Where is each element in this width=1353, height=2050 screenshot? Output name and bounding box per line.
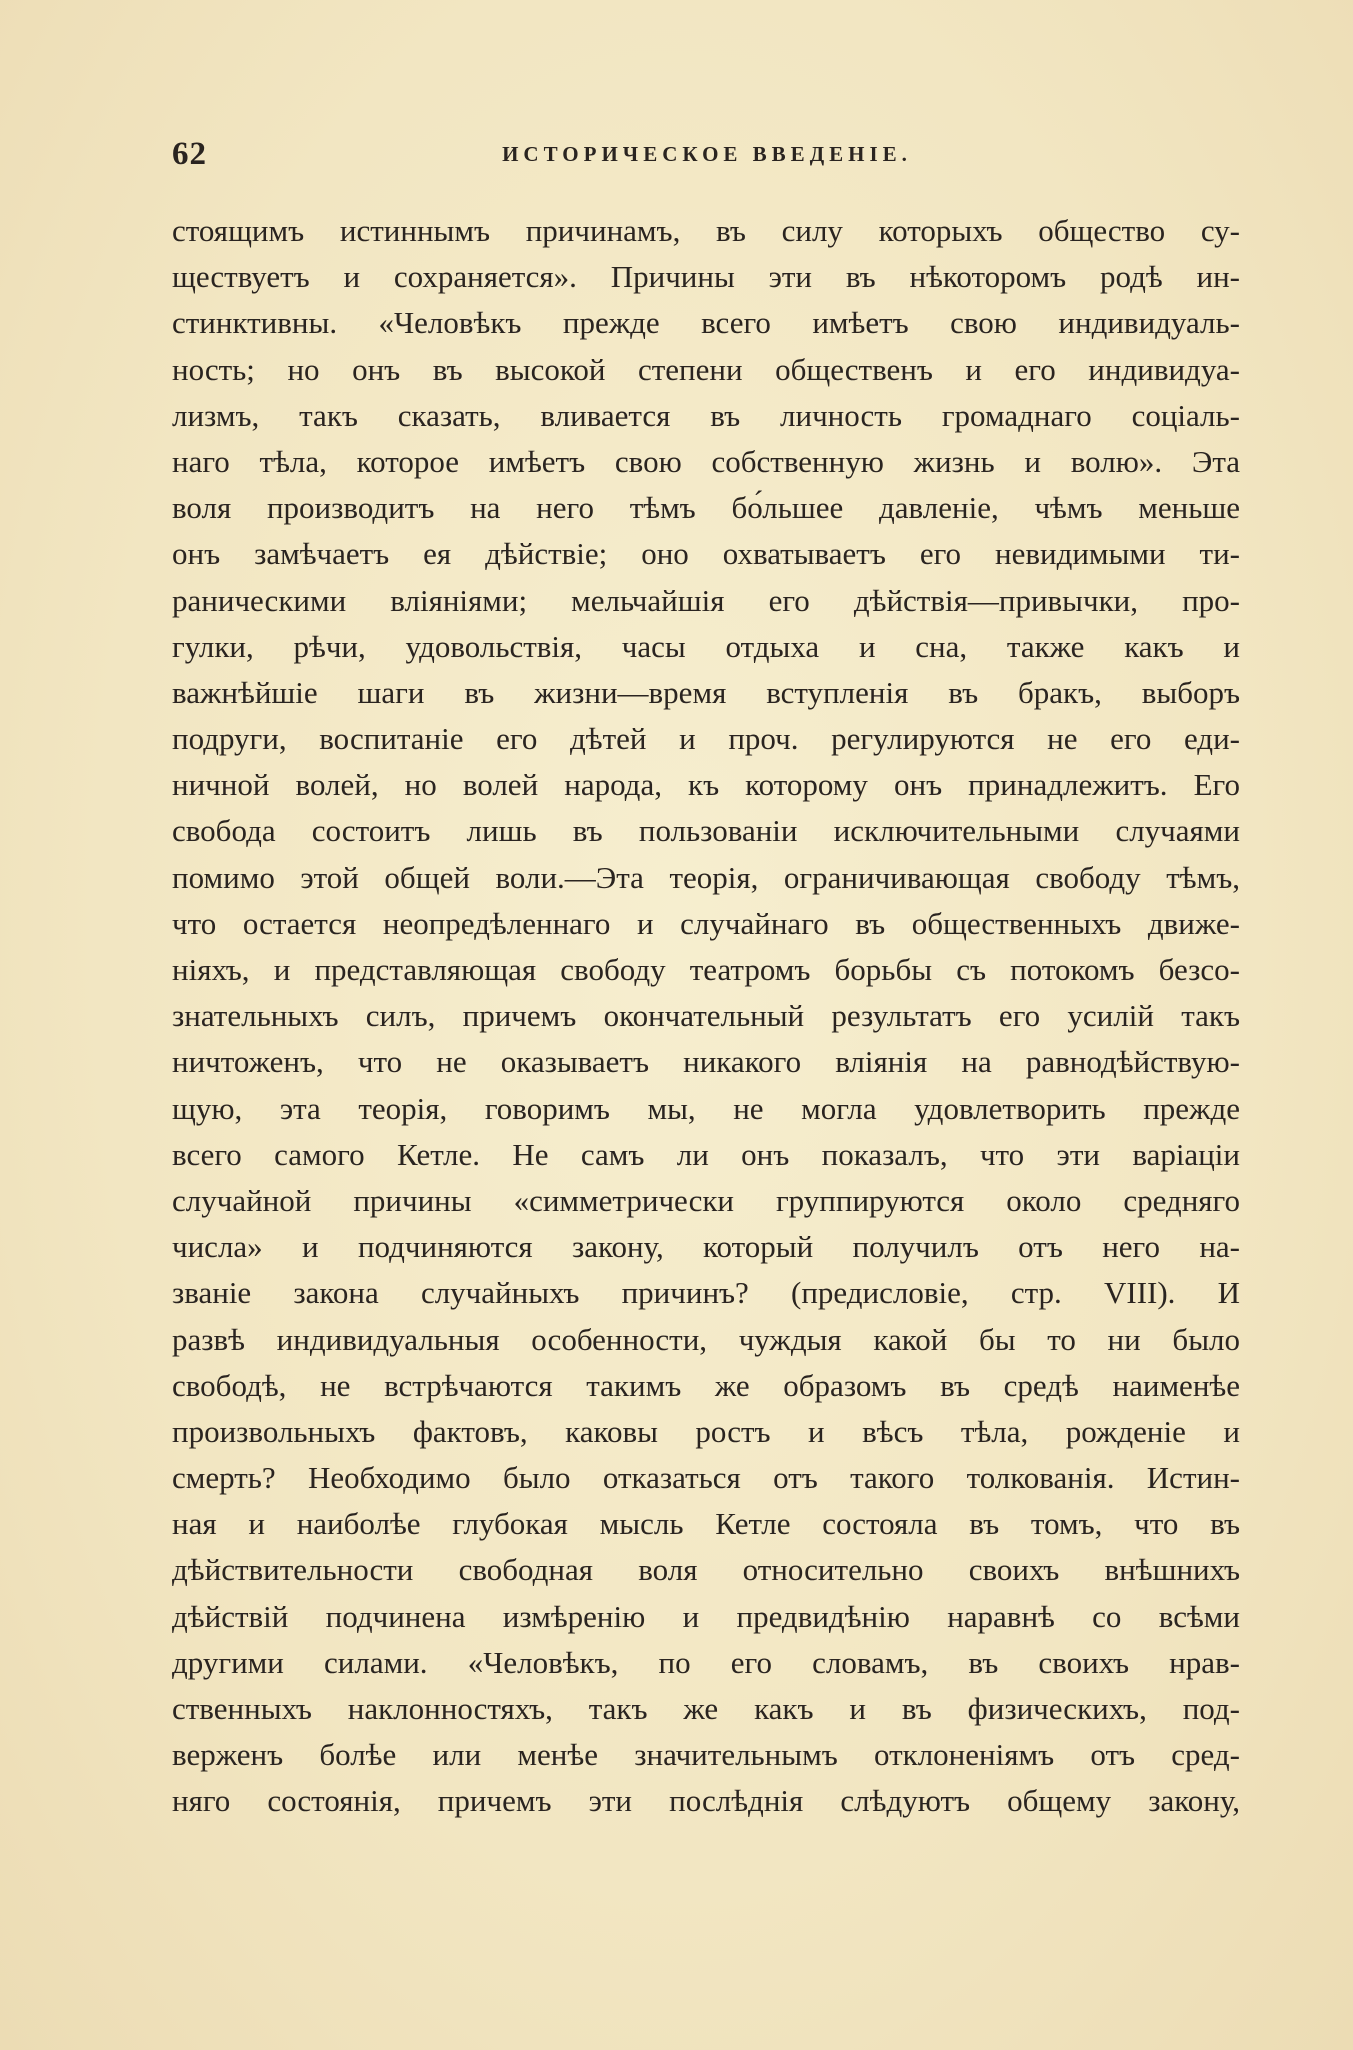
text-line: всего самого Кетле. Не самъ ли онъ показалъ, что эти варіаціи	[172, 1136, 1240, 1172]
text-line: смерть? Необходимо было отказаться отъ такого толкованія. Истин-	[172, 1460, 1240, 1496]
body-text	[172, 208, 1240, 1825]
text-line: наго тѣла, которое имѣетъ свою собственную жизнь и волю». Эта	[172, 443, 1240, 479]
text-line: что остается неопредѣленнаго и случайнаго въ общественныхъ движе-	[172, 905, 1240, 941]
page-header	[172, 136, 1242, 180]
text-line: ществуетъ и сохраняется». Причины эти въ нѣкоторомъ родѣ ин-	[172, 259, 1240, 295]
text-line: званіе закона случайныхъ причинъ? (предисловіе, стр. VIII). И	[172, 1275, 1240, 1311]
text-line: числа» и подчиняются закону, который получилъ отъ него на-	[172, 1229, 1240, 1265]
text-line: щую, эта теорія, говоримъ мы, не могла удовлетворить прежде	[172, 1090, 1240, 1126]
text-line: другими силами. «Человѣкъ, по его словамъ, въ своихъ нрав-	[172, 1644, 1240, 1680]
text-line: важнѣйшіе шаги въ жизни—время вступленія въ бракъ, выборъ	[172, 674, 1240, 710]
running-title: ИСТОРИЧЕСКОЕ ВВЕДЕНІЕ.	[502, 142, 912, 166]
text-line: ность; но онъ въ высокой степени общественъ и его индивидуа-	[172, 351, 1240, 387]
text-line: стинктивны. «Человѣкъ прежде всего имѣетъ свою индивидуаль-	[172, 305, 1240, 341]
text-line: помимо этой общей воли.—Эта теорія, ограничивающая свободу тѣмъ,	[172, 859, 1240, 895]
text-line: ничной волей, но волей народа, къ которому онъ принадлежитъ. Его	[172, 767, 1240, 803]
text-line: раническими вліяніями; мельчайшія его дѣйствія—привычки, про-	[172, 582, 1240, 618]
text-line: гулки, рѣчи, удовольствія, часы отдыха и сна, также какъ и	[172, 628, 1240, 664]
text-line: лизмъ, такъ сказать, вливается въ личность громаднаго соціаль-	[172, 397, 1240, 433]
text-line: ничтоженъ, что не оказываетъ никакого вліянія на равнодѣйствую-	[172, 1044, 1240, 1080]
text-line: знательныхъ силъ, причемъ окончательный результатъ его усилій такъ	[172, 998, 1240, 1034]
text-line: ственныхъ наклонностяхъ, такъ же какъ и въ физическихъ, под-	[172, 1691, 1240, 1726]
text-line: развѣ индивидуальныя особенности, чуждыя какой бы то ни было	[172, 1321, 1240, 1357]
text-line: няго состоянія, причемъ эти послѣднія слѣдуютъ общему закону,	[172, 1783, 1240, 1819]
text-line: произвольныхъ фактовъ, каковы ростъ и вѣсъ тѣла, рожденіе и	[172, 1413, 1240, 1449]
text-line: дѣйствій подчинена измѣренію и предвидѣнію наравнѣ со всѣми	[172, 1598, 1240, 1634]
text-line: дѣйствительности свободная воля относительно своихъ внѣшнихъ	[172, 1552, 1240, 1588]
text-line: онъ замѣчаетъ ея дѣйствіе; оно охватываетъ его невидимыми ти-	[172, 536, 1240, 572]
text-line: свобода состоитъ лишь въ пользованіи исключительными случаями	[172, 813, 1240, 849]
text-line: стоящимъ истиннымъ причинамъ, въ силу которыхъ общество су-	[172, 213, 1240, 248]
text-line: свободѣ, не встрѣчаются такимъ же образомъ въ средѣ наименѣе	[172, 1367, 1240, 1403]
text-line: верженъ болѣе или менѣе значительнымъ отклоненіямъ отъ сред-	[172, 1737, 1240, 1773]
page-number: 62	[172, 136, 207, 172]
text-line: ная и наиболѣе глубокая мысль Кетле состояла въ томъ, что въ	[172, 1506, 1240, 1542]
text-line: подруги, воспитаніе его дѣтей и проч. регулируются не его еди-	[172, 721, 1240, 757]
text-line: ніяхъ, и представляющая свободу театромъ борьбы съ потокомъ безсо-	[172, 952, 1240, 987]
text-line: воля производитъ на него тѣмъ бо́льшее давленіе, чѣмъ меньше	[172, 490, 1240, 526]
text-line: случайной причины «симметрически группируются около средняго	[172, 1182, 1240, 1218]
